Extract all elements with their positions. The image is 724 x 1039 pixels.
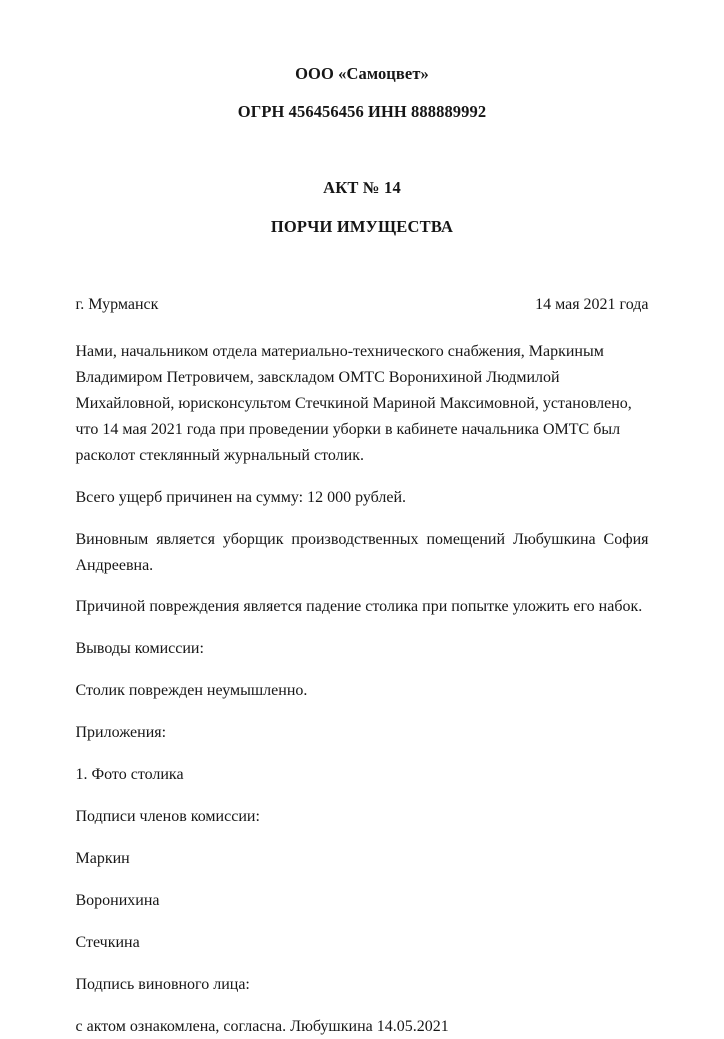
- document-subtitle: ПОРЧИ ИМУЩЕСТВА: [76, 217, 649, 237]
- organization-header: [76, 0, 649, 122]
- damage-cause-paragraph: Причиной повреждения является падение столика при попытке уложить его набок.: [76, 594, 649, 620]
- signature-line-voronihina: Воронихина: [76, 888, 649, 914]
- attachment-item: 1. Фото столика: [76, 762, 649, 788]
- place-label: г. Мурманск: [76, 293, 159, 317]
- attachments-label: Приложения:: [76, 720, 649, 746]
- date-label: 14 мая 2021 года: [535, 293, 648, 317]
- signature-line-stechkina: Стечкина: [76, 930, 649, 956]
- guilty-signature-text: с актом ознакомлена, согласна. Любушкина 14.05.2021: [76, 1014, 649, 1039]
- document-content: [76, 0, 649, 1039]
- guilty-person-paragraph: Виновным является уборщик производственных помещений Любушкина София Андреевна.: [76, 527, 649, 579]
- commission-statement-paragraph: Нами, начальником отдела материально-технического снабжения, Маркиным Владимиром Петровичем, завскладом ОМТС Воронихиной Людмилой Михайловной, юрисконсультом Стечкиной Мариной Максимовной, установлено, что 14 мая 2021 года при проведении уборки в кабинете начальника ОМТС был расколот стеклянный журнальный столик.: [76, 339, 649, 469]
- organization-registration-numbers: ОГРН 456456456 ИНН 888889992: [76, 102, 649, 122]
- document-title-block: [76, 178, 649, 238]
- conclusions-label: Выводы комиссии:: [76, 636, 649, 662]
- place-and-date-line: [76, 293, 649, 317]
- signatures-label: Подписи членов комиссии:: [76, 804, 649, 830]
- organization-name: ООО «Самоцвет»: [76, 64, 649, 84]
- signature-line-markin: Маркин: [76, 846, 649, 872]
- page-title: АКТ № 14: [76, 178, 649, 198]
- guilty-signature-label: Подпись виновного лица:: [76, 972, 649, 998]
- conclusions-text: Столик поврежден неумышленно.: [76, 678, 649, 704]
- damage-total-paragraph: Всего ущерб причинен на сумму: 12 000 рублей.: [76, 485, 649, 511]
